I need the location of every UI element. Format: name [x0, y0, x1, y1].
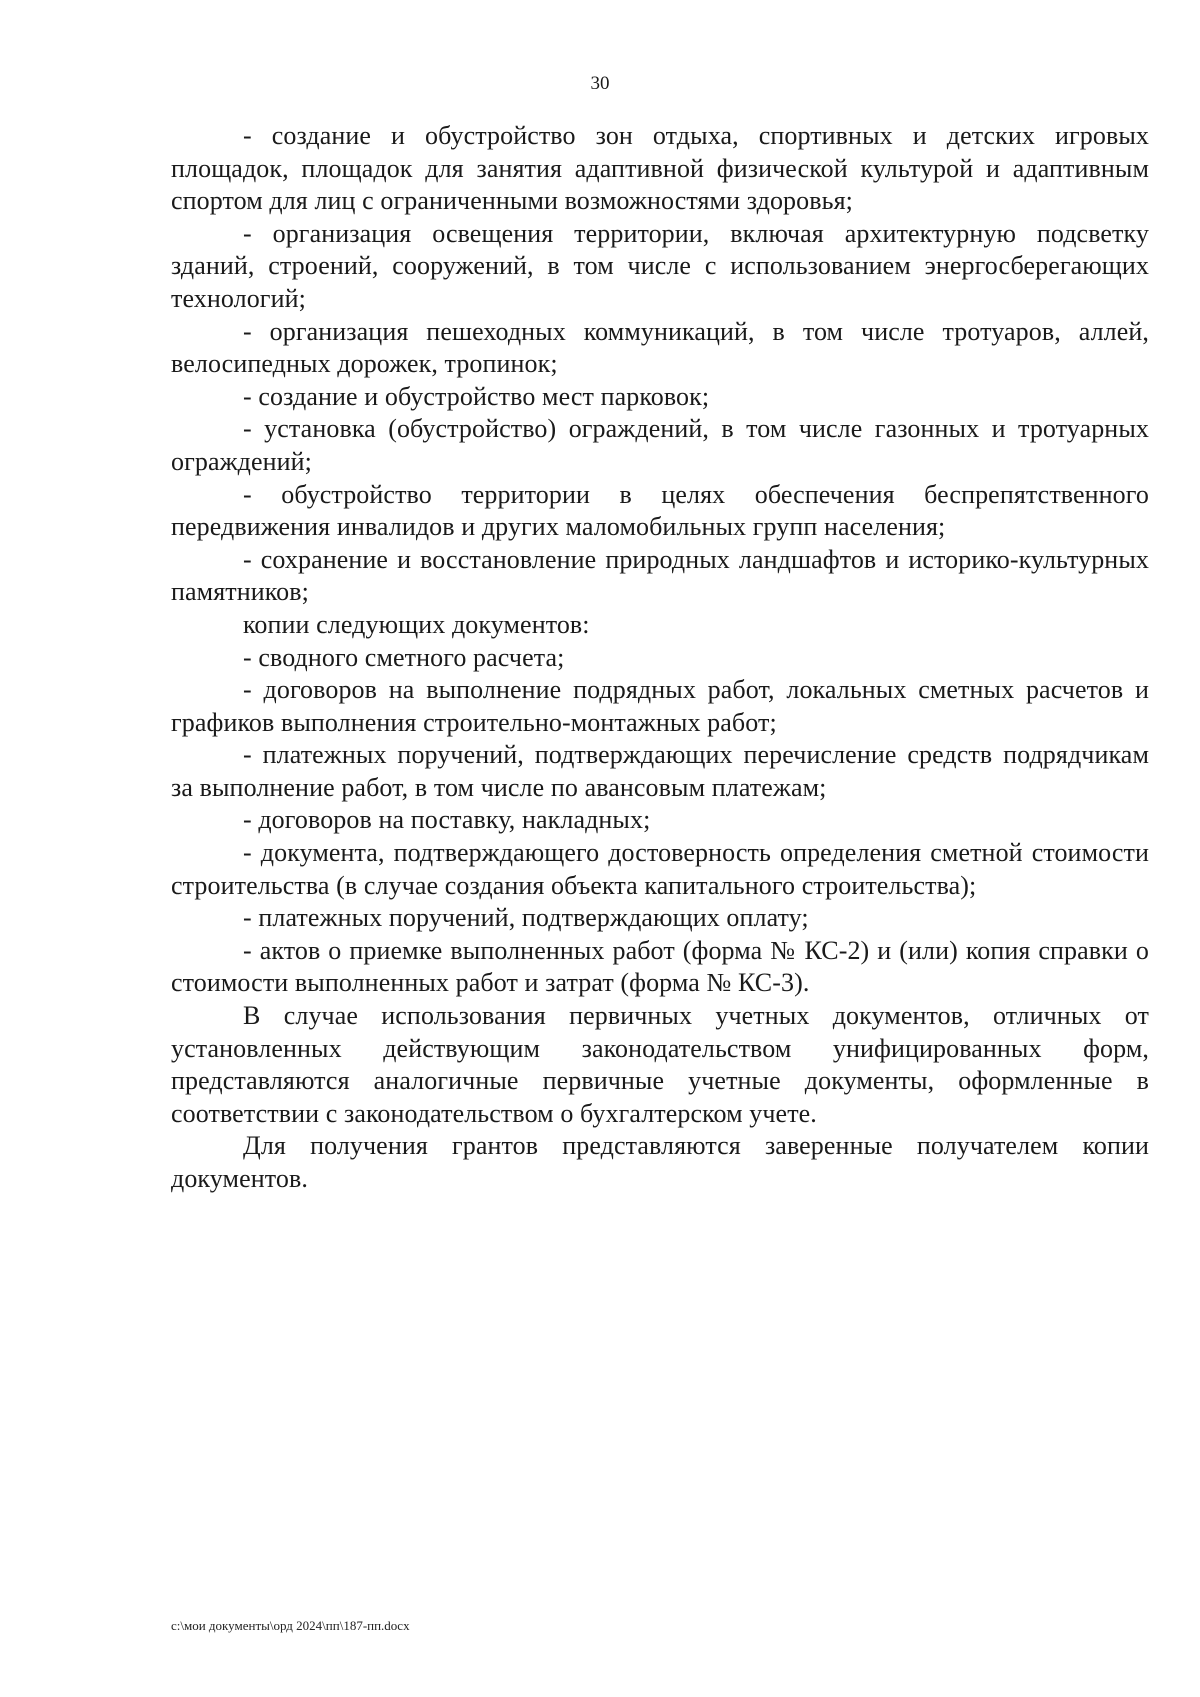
paragraph: - организация освещения территории, включая архитектурную подсветку зданий, строений, сооружений, в том числе с использованием энергосберегающих технологий; — [171, 218, 1149, 313]
paragraph: - сводного сметного расчета; — [243, 642, 565, 672]
paragraph: - сохранение и восстановление природных ландшафтов и историко-культурных памятников; — [171, 544, 1149, 607]
paragraph: Для получения грантов представляются заверенные получателем копии документов. — [171, 1131, 1149, 1193]
paragraph: В случае использования первичных учетных документов, отличных от установленных действующим законодательством унифицированных форм, представляются аналогичные первичные учетные документы, оформленные в соответствии с законодательством о бухгалтерском учете. — [171, 1001, 1149, 1128]
paragraph: - договоров на выполнение подрядных работ, локальных сметных расчетов и графиков выполнения строительно-монтажных работ; — [171, 675, 1149, 737]
paragraph: - платежных поручений, подтверждающих перечисление средств подрядчикам за выполнение работ, в том числе по авансовым платежам; — [171, 740, 1149, 802]
document-body — [171, 120, 1149, 1196]
paragraph: - актов о приемке выполненных работ (форма № КС-2) и (или) копия справки о стоимости выполненных работ и затрат (форма № КС-3). — [171, 935, 1149, 998]
paragraph: - установка (обустройство) ограждений, в том числе газонных и тротуарных ограждений; — [171, 414, 1149, 476]
paragraph: - платежных поручений, подтверждающих оплату; — [243, 903, 809, 933]
paragraph: - организация пешеходных коммуникаций, в том числе тротуаров, аллей, велосипедных дорожек, тропинок; — [171, 316, 1149, 379]
footer-file-path: c:\мои документы\орд 2024\пп\187-пп.docx — [171, 1618, 410, 1633]
paragraph: - документа, подтверждающего достоверность определения сметной стоимости строительства (в случае создания объекта капитального строительства); — [171, 838, 1149, 900]
page-number: 30 — [590, 73, 610, 94]
paragraph: - договоров на поставку, накладных; — [243, 805, 651, 835]
paragraph: - создание и обустройство зон отдыха, спортивных и детских игровых площадок, площадок для занятия адаптивной физической культурой и адаптивным спортом для лиц с ограниченными возможностями здоровья; — [171, 121, 1149, 216]
paragraph: копии следующих документов: — [243, 609, 590, 639]
paragraph: - создание и обустройство мест парковок; — [243, 381, 710, 411]
paragraph: - обустройство территории в целях обеспечения беспрепятственного передвижения инвалидов и других маломобильных групп населения; — [171, 479, 1149, 542]
